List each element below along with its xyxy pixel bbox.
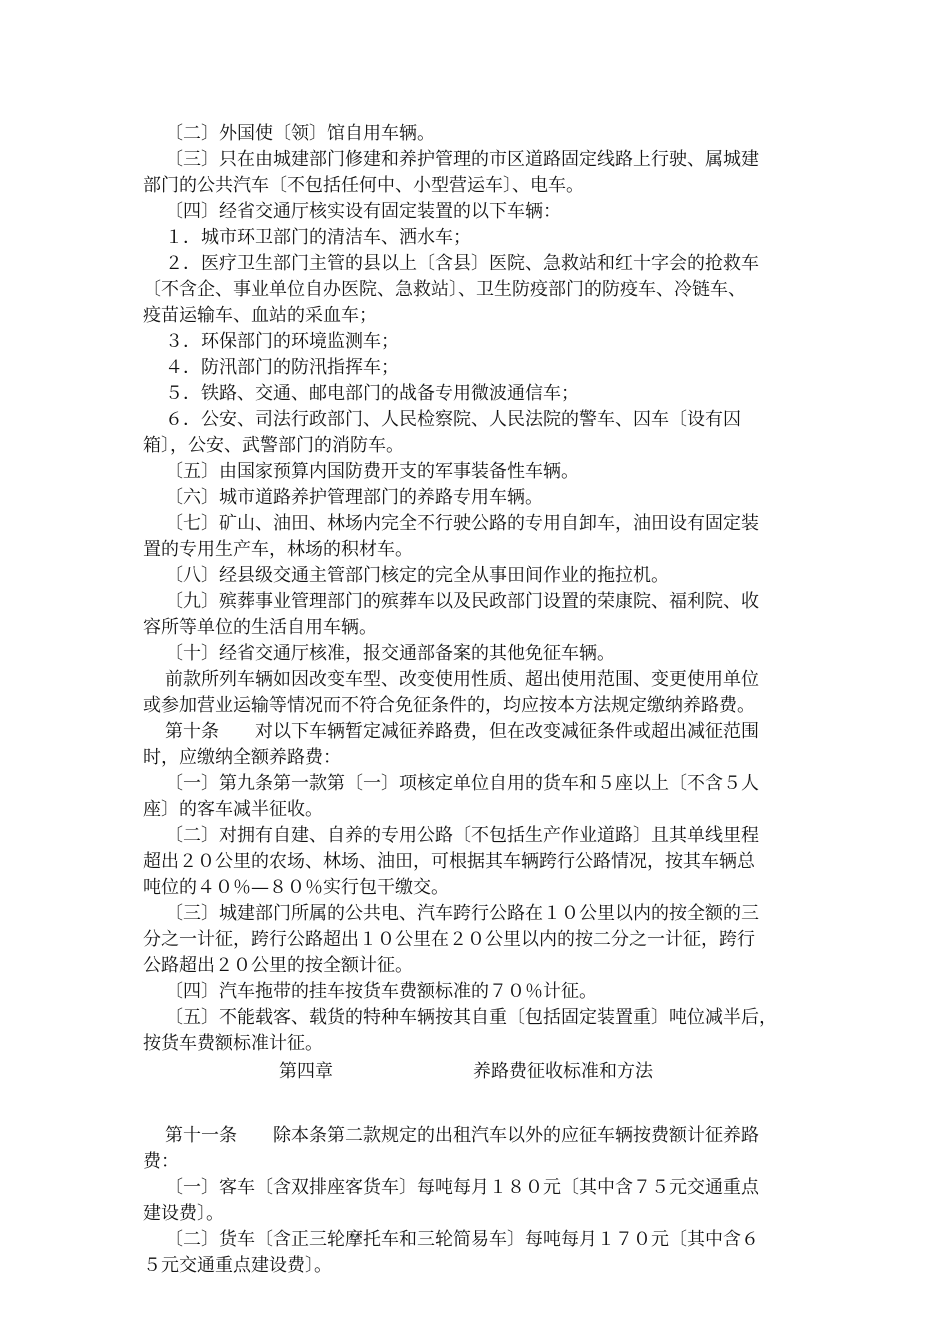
text-line: 建设费〕。 [143, 1203, 224, 1224]
text-line: １．城市环卫部门的清洁车、洒水车； [165, 227, 471, 248]
text-line: 第十条 对以下车辆暂定减征养路费，但在改变减征条件或超出减征范围 [165, 721, 759, 742]
article-eleven-text [143, 1123, 813, 1279]
regulation-text-block [143, 121, 813, 1057]
text-line: 容所等单位的生活自用车辆。 [143, 617, 377, 638]
text-line: 〔二〕对拥有自建、自养的专用公路〔不包括生产作业道路〕且其单线里程 [165, 825, 759, 846]
text-line: 按货车费额标准计征。 [143, 1033, 323, 1054]
text-line: 〔五〕由国家预算内国防费开支的军事装备性车辆。 [165, 461, 579, 482]
text-line: ２．医疗卫生部门主管的县以上〔含县〕医院、急救站和红十字会的抢救车 [165, 253, 759, 274]
text-line: ４．防汛部门的防汛指挥车； [165, 357, 399, 378]
text-line: 〔四〕经省交通厅核实设有固定装置的以下车辆： [165, 201, 561, 222]
document-body [143, 121, 813, 1279]
blank-line [143, 1087, 813, 1123]
text-line: 前款所列车辆如因改变车型、改变使用性质、超出使用范围、变更使用单位 [165, 669, 759, 690]
text-line: 时，应缴纳全额养路费： [143, 747, 341, 768]
text-line: 〔二〕货车〔含正三轮摩托车和三轮简易车〕每吨每月１７０元〔其中含６ [165, 1229, 759, 1250]
text-line: 〔三〕城建部门所属的公共电、汽车跨行公路在１０公里以内的按全额的三 [165, 903, 759, 924]
text-line: ３．环保部门的环境监测车； [165, 331, 399, 352]
text-line: ５．铁路、交通、邮电部门的战备专用微波通信车； [165, 383, 579, 404]
text-line: 吨位的４０％—８０％实行包干缴交。 [143, 877, 449, 898]
text-line: 〔三〕只在由城建部门修建和养护管理的市区道路固定线路上行驶、属城建 [165, 149, 759, 170]
text-line: 座〕的客车减半征收。 [143, 799, 323, 820]
text-line: 〔一〕第九条第一款第〔一〕项核定单位自用的货车和５座以上〔不含５人 [165, 773, 759, 794]
text-line: 疫苗运输车、血站的采血车； [143, 305, 377, 326]
text-line: 或参加营业运输等情况而不符合免征条件的，均应按本方法规定缴纳养路费。 [143, 695, 755, 716]
text-line: 公路超出２０公里的按全额计征。 [143, 955, 413, 976]
text-line: 〔十〕经省交通厅核准，报交通部备案的其他免征车辆。 [165, 643, 615, 664]
text-line: 〔六〕城市道路养护管理部门的养路专用车辆。 [165, 487, 543, 508]
chapter-number: 第四章 [279, 1061, 333, 1082]
text-line: 〔九〕殡葬事业管理部门的殡葬车以及民政部门设置的荣康院、福利院、收 [165, 591, 759, 612]
text-line: ６．公安、司法行政部门、人民检察院、人民法院的警车、囚车〔设有囚 [165, 409, 741, 430]
text-line: 超出２０公里的农场、林场、油田，可根据其车辆跨行公路情况，按其车辆总 [143, 851, 755, 872]
text-line: 〔七〕矿山、油田、林场内完全不行驶公路的专用自卸车，油田设有固定装 [165, 513, 759, 534]
chapter-heading [143, 1057, 813, 1087]
text-line: 第十一条 除本条第二款规定的出租汽车以外的应征车辆按费额计征养路 [165, 1125, 759, 1146]
text-line: 部门的公共汽车〔不包括任何中、小型营运车〕、电车。 [143, 175, 584, 196]
text-line: 〔一〕客车〔含双排座客货车〕每吨每月１８０元〔其中含７５元交通重点 [165, 1177, 759, 1198]
chapter-title: 养路费征收标准和方法 [473, 1061, 653, 1082]
text-line: 〔不含企、事业单位自办医院、急救站〕、卫生防疫部门的防疫车、冷链车、 [143, 279, 746, 300]
text-line: 费： [143, 1151, 179, 1172]
text-line: 〔八〕经县级交通主管部门核定的完全从事田间作业的拖拉机。 [165, 565, 669, 586]
text-line: 〔四〕汽车拖带的挂车按货车费额标准的７０％计征。 [165, 981, 597, 1002]
text-line: 箱〕，公安、武警部门的消防车。 [143, 435, 404, 456]
text-line: 分之一计征，跨行公路超出１０公里在２０公里以内的按二分之一计征，跨行 [143, 929, 755, 950]
text-line: 〔五〕不能载客、载货的特种车辆按其自重〔包括固定装置重〕吨位减半后， [165, 1007, 777, 1028]
text-line: 置的专用生产车，林场的积材车。 [143, 539, 413, 560]
text-line: 〔二〕外国使〔领〕馆自用车辆。 [165, 123, 435, 144]
text-line: ５元交通重点建设费〕。 [143, 1255, 332, 1276]
